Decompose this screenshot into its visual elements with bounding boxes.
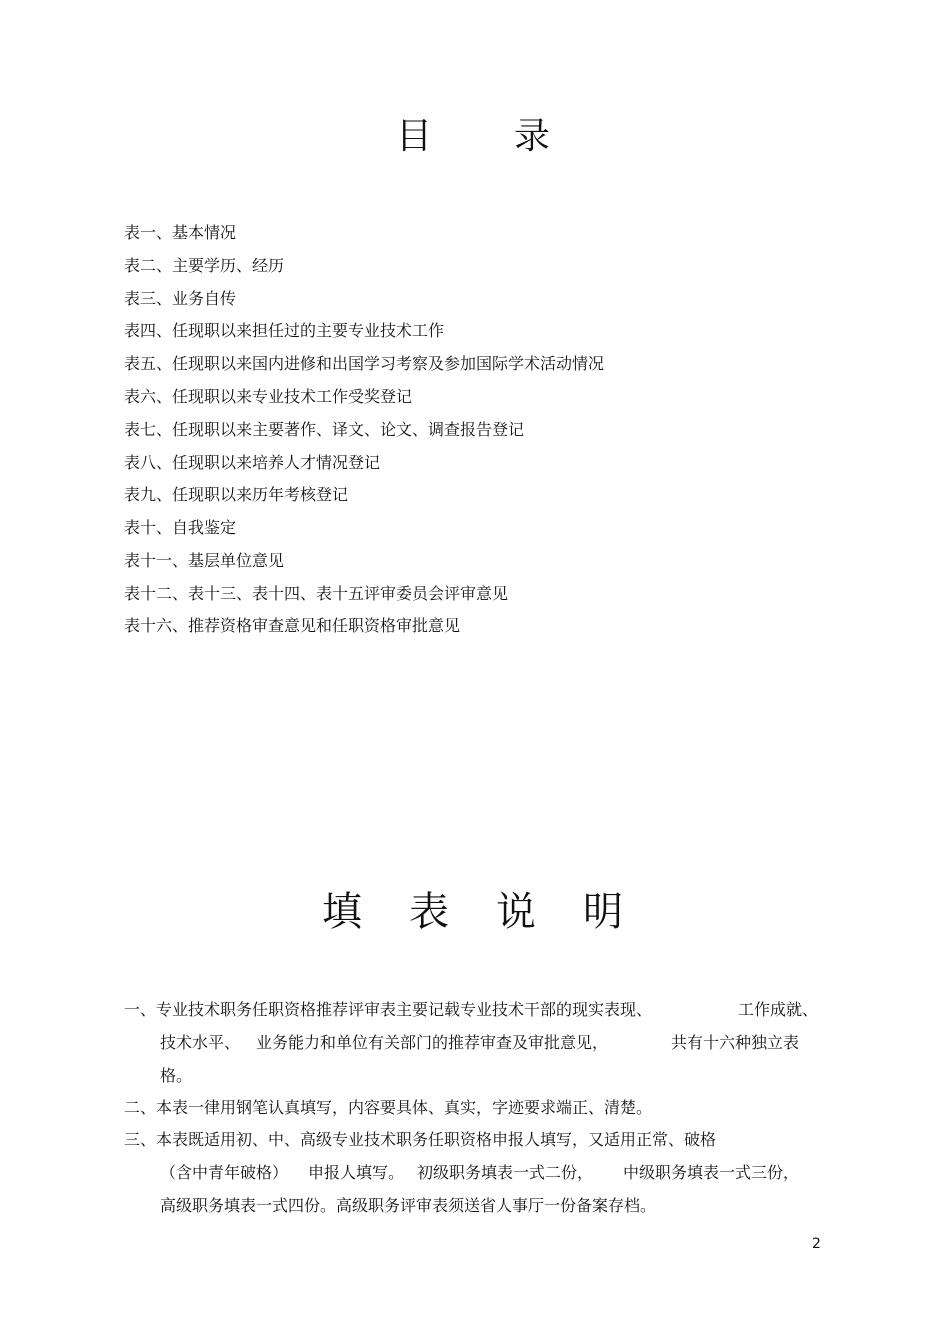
note-3-line-2c: 初级职务填表一式二份， (417, 1163, 594, 1182)
note-1-line-2a: 技术水平、 (160, 1033, 241, 1052)
note-3-line-3: 高级职务填表一式四份。高级职务评审表须送省人事厅一份备案存档。 (160, 1196, 657, 1215)
note-1-line-1b: 工作成就、 (738, 1000, 819, 1019)
notes-title-char: 填 (322, 889, 362, 935)
note-1-line-1a: 一、专业技术职务任职资格推荐评审表主要记载专业技术干部的现实表现、 (124, 1000, 653, 1019)
note-3-line-2d: 中级职务填表一式三份， (623, 1163, 800, 1182)
toc-title-char: 目 (396, 116, 433, 157)
note-3-line-2a: （含中青年破格） (160, 1163, 289, 1182)
toc-item: 表六、任现职以来专业技术工作受奖登记 (124, 387, 413, 406)
toc-item: 表十二、表十三、表十四、表十五评审委员会评审意见 (124, 584, 509, 603)
toc-item: 表一、基本情况 (124, 223, 237, 242)
note-3-line-1: 三、本表既适用初、中、高级专业技术职务任职资格申报人填写，又适用正常、破格 (124, 1130, 717, 1149)
note-2: 二、本表一律用钢笔认真填写，内容要具体、真实，字迹要求端正、清楚。 (124, 1098, 653, 1117)
note-1-line-2b: 业务能力和单位有关部门的推荐审查及审批意见， (256, 1033, 609, 1052)
toc-item: 表九、任现职以来历年考核登记 (124, 485, 349, 504)
toc-item: 表四、任现职以来担任过的主要专业技术工作 (124, 321, 445, 340)
toc-item: 表八、任现职以来培养人才情况登记 (124, 453, 381, 472)
notes-title-char: 说 (496, 889, 536, 935)
note-1-line-3: 格。 (160, 1066, 193, 1085)
toc-item: 表十六、推荐资格审查意见和任职资格审批意见 (124, 616, 461, 635)
toc-item: 表十、自我鉴定 (124, 518, 237, 537)
notes-title-char: 明 (583, 889, 623, 935)
toc-item: 表五、任现职以来国内进修和出国学习考察及参加国际学术活动情况 (124, 354, 605, 373)
toc-item: 表十一、基层单位意见 (124, 551, 285, 570)
note-1-line-2c: 共有十六种独立表 (671, 1033, 800, 1052)
toc-item: 表二、主要学历、经历 (124, 256, 285, 275)
toc-item: 表七、任现职以来主要著作、译文、论文、调查报告登记 (124, 420, 525, 439)
page-number: 2 (812, 1236, 821, 1252)
toc-item: 表三、业务自传 (124, 289, 237, 308)
notes-title-char: 表 (409, 889, 449, 935)
toc-title-char: 录 (514, 116, 551, 157)
note-3-line-2b: 申报人填写。 (308, 1163, 405, 1182)
